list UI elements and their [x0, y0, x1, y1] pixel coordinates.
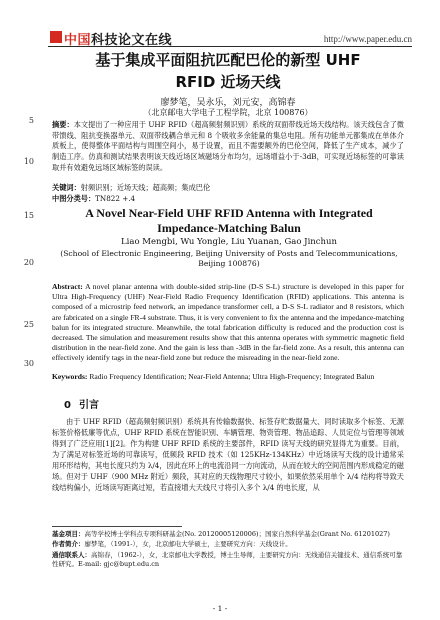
footnote-author1-label: 作者简介： [52, 540, 85, 549]
line-number: 20 [23, 258, 34, 267]
footnote-author1-text: 廖梦笔，（1991-），女，北京邮电大学硕士，主要研究方向：天线设计。 [84, 540, 292, 549]
keywords-cn-label: 关键词： [52, 183, 81, 192]
footnote-fund-text: 高等学校博士学科点专项科研基金(No. 20120005120006)；国家自然科学基金(Grant No. 61201027) [84, 530, 390, 538]
keywords-en [52, 372, 404, 382]
authors-cn: 廖梦笔，吴永乐，刘元安，高锦春 [160, 98, 296, 108]
section-title: 引言 [78, 400, 99, 411]
footnote-author2 [52, 551, 404, 570]
section-number: 0 [64, 400, 71, 411]
classification-cn-label: 中图分类号： [52, 194, 96, 203]
title-cn-line2: RFID 近场天线 [175, 73, 281, 91]
line-number: 5 [28, 116, 34, 125]
site-url[interactable]: http://www.paper.edu.cn [323, 34, 412, 44]
affiliation-en-line2: Beijing 100876) [198, 259, 260, 268]
logo-icon [50, 31, 62, 43]
footnote-fund [52, 530, 404, 539]
affiliation-cn: （北京邮电大学电子工程学院，北京 100876） [143, 108, 313, 117]
section-heading [64, 396, 99, 411]
logo-text-red: 中国 [64, 33, 92, 48]
footnotes [52, 530, 404, 571]
body-text-cn: 由于 UHF RFID（超高频射频识别）系统具有传输数据快、标签存贮数据量大、同时读取多个标签、无源标签价格低廉等优点，UHF RFID 系统在智能识别、车辆管理、物资管理、物品追踪、人员定位与管理等领域得到了广泛应用[1][2]。作为构建 UHF RFID 系统的主要部件，RFID 读写天线的研究显得尤为重要。目前，为了满足对标签近场的可靠读写，低频段 RFID 技术（如 125KHz-134KHz）中近场读写天线的设计通常采用环形结构，其电长度只约为 λ/4，因此在环上的电流沿同一方向流动，从而在较大的空间范围内形成稳定的磁场。但对于 UHF（900 MHz 附近）频段，其对应的天线物理尺寸较小，如果依然采用单个 λ/4 结构将导致天线结构偏小，近场读写距离过短，若直接增大天线尺寸将引入多个 λ/4 的电长度，从 [52, 417, 404, 492]
footnote-rule [52, 526, 182, 527]
keywords-en-text: Radio Frequency Identification; Near-Field Antenna; Ultra High-Frequency; Integrated Balun [89, 372, 375, 381]
abstract-en-text: A novel planar antenna with double-sided strip-line (D-S S-L) structure is developed in this paper for Ultra High-Frequency (UHF) Near-Field Radio Frequency Identification (RFID) applications. This antenna is composed of a microstrip feed network, an impedance transformer cell, a D-S S-L radiator and 8 resistors, which are fabricated on a single FR-4 substrate. Thus, it is very convenient to fix the antenna and the impedance-matching balun for its integrated structure. Meanwhile, the total fabrication difficulty is reduced and the production cost is decreased. The simulation and measurement results show that this antenna operates with symmetric magnetic field distribution in the near-field zone. And the gain is less than -3dB in the far-field zone. As a result, this antenna can effectively identify tags in the near-field zone but reduce the misreading in the near-field zone. [52, 282, 404, 363]
title-cn-line1: 基于集成平面阻抗匹配巴伦的新型 UHF [95, 51, 361, 69]
line-number: 25 [23, 320, 34, 329]
keywords-en-label: Keywords: [52, 372, 88, 381]
line-number: 10 [23, 157, 34, 166]
authors-en: Liao Mengbi, Wu Yongle, Liu Yuanan, Gao Jinchun [121, 237, 337, 247]
abstract-en [52, 282, 404, 364]
line-number: 30 [23, 359, 34, 368]
abstract-cn [52, 120, 404, 174]
page-header [0, 0, 440, 46]
footnote-author2-text: 高锦春，（1962-），女，北京邮电大学教授，博士生导师，主要研究方向：无线通信关键技术、通信系统可靠性研究。E-mail: gjc@bupt.edu.cn [52, 550, 403, 569]
footnote-author1 [52, 540, 404, 549]
footnote-fund-label: 基金项目： [52, 530, 85, 538]
classification-cn-text: TN822 +.4 [95, 194, 136, 203]
keywords-cn [52, 183, 404, 194]
abstract-cn-text: 本文提出了一种应用于 UHF RFID（超高频射频识别）系统的双面带线近场天线结构。该天线包含了微带馈线、阻抗变换器单元、双面带线耦合单元和 8 个吸收多余能量的集总电阻。所有功能单元都集成在单体介质板上，使得整体平面结构与周围空间小，易于设置，而且不需要额外的巴伦空间，降低了生产成本，减少了制造工序。仿真和测试结果表明该天线近场区域磁场分布均匀，远场增益小于-3dB，可实现近场标签的可靠读取并有效避免远场区域标签的误读。 [52, 120, 404, 172]
abstract-cn-label: 摘要： [52, 120, 74, 129]
keywords-cn-text: 射频识别；近场天线；超高频；集成巴伦 [80, 183, 211, 192]
title-en-line2: Impedance-Matching Balun [157, 221, 301, 235]
classification-cn [52, 194, 404, 205]
title-en-line1: A Novel Near-Field UHF RFID Antenna with Integrated [85, 206, 373, 220]
footnote-author2-label: 通信联系人： [52, 550, 91, 559]
title-en [50, 206, 408, 236]
affiliation-en-line1: (School of Electronic Engineering, Beijing University of Posts and Telecommunications, [60, 249, 398, 258]
page-number: - 1 - [212, 604, 228, 613]
line-number: 15 [23, 211, 34, 220]
header-rule [48, 46, 412, 47]
abstract-en-label: Abstract: [52, 282, 83, 291]
affiliation-en [50, 249, 408, 269]
logo-text-main: 科技论文在线 [91, 33, 173, 48]
